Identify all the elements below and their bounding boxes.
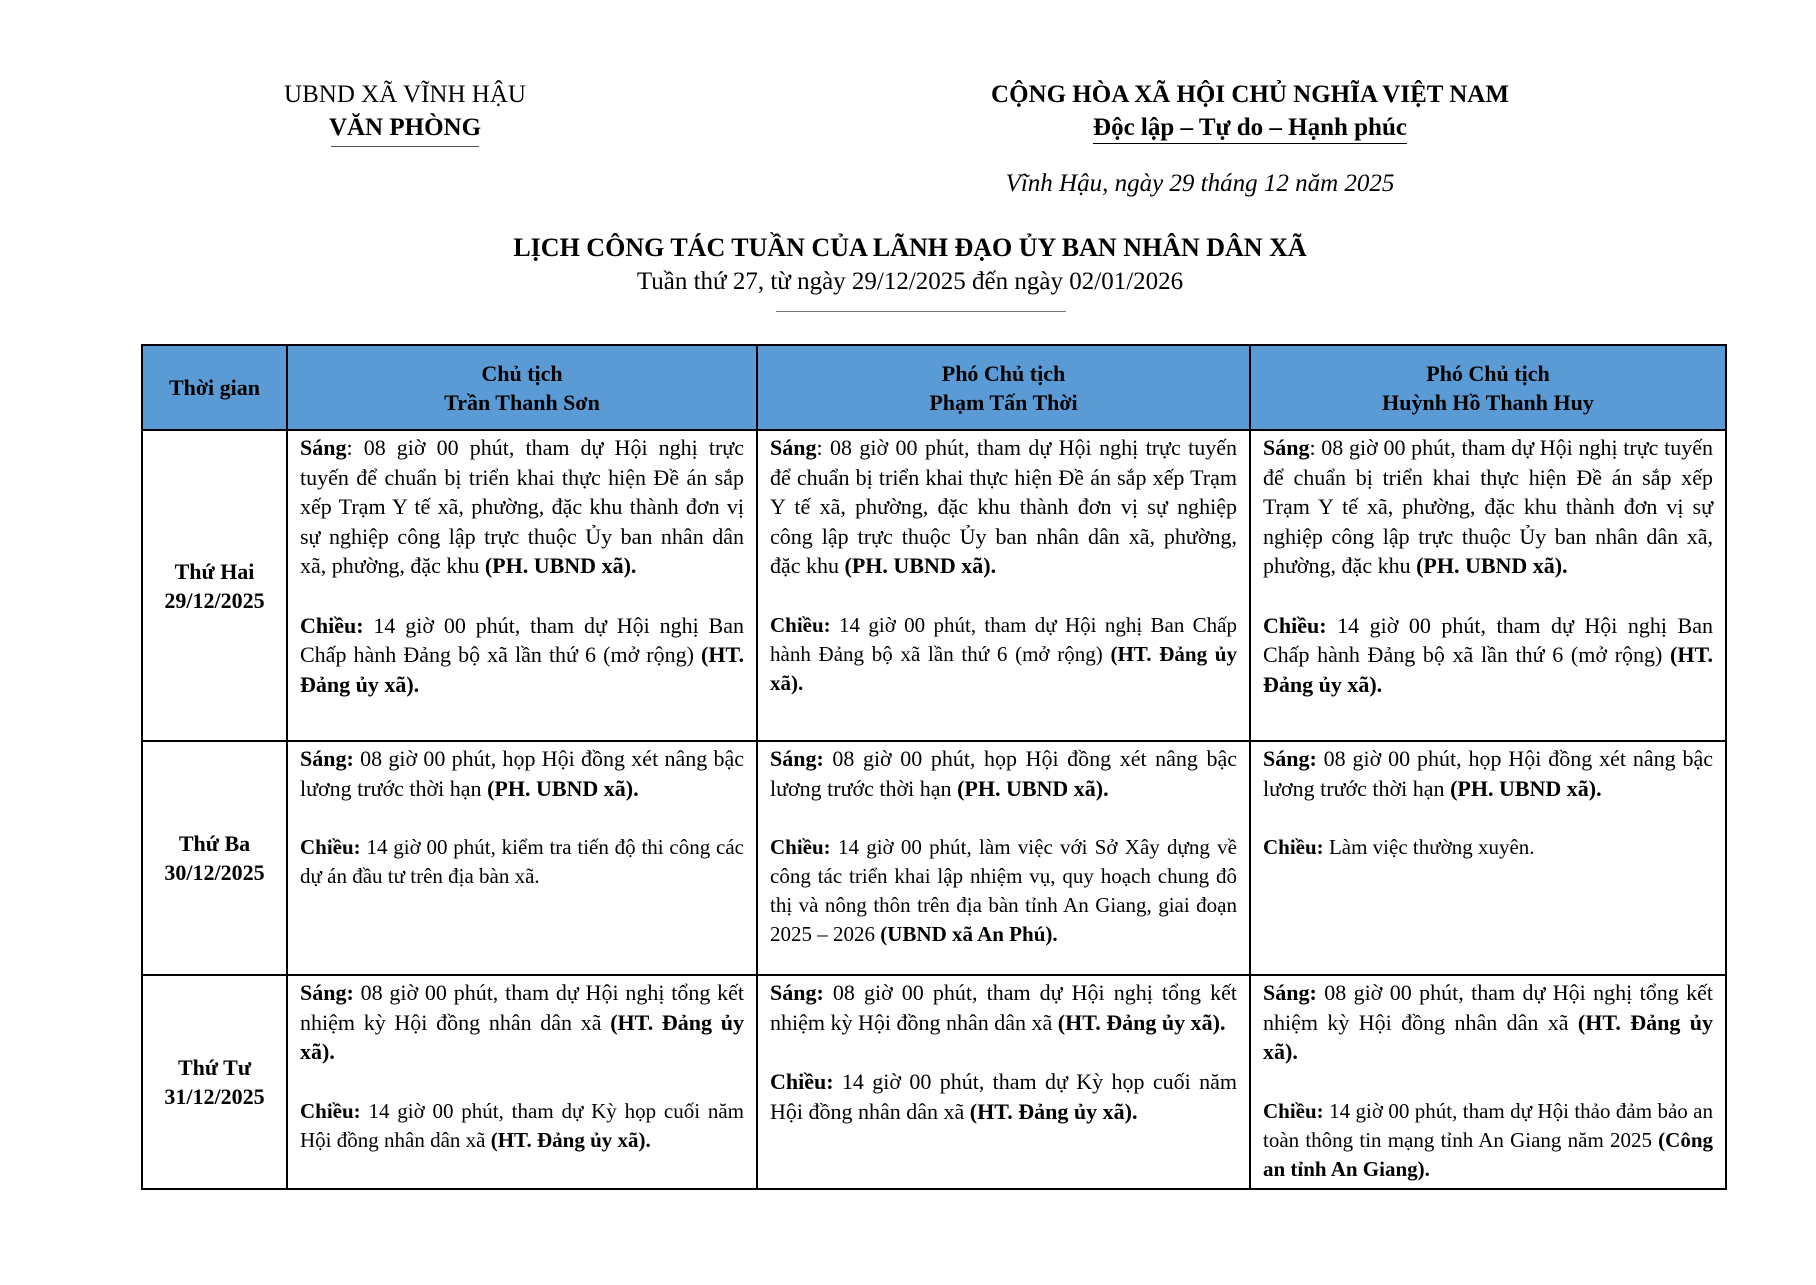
table-row [142,741,1726,975]
slot-text: 08 giờ 00 phút, tham dự Hội nghị trực tuyến để chuẩn bị triển khai thực hiện Đề án sắp xếp Trạm Y tế xã, phường, đặc khu thành đơn vị sự nghiệp công lập trực thuộc Ủy ban nhân dân xã, phường, đặc khu [1263,435,1713,578]
department-name: VĂN PHÒNG [328,114,482,141]
day-cell [142,741,287,975]
agency-name: UBND XÃ VĨNH HẬU [284,81,526,108]
day-date: 30/12/2025 [164,860,265,885]
slot-separator: : [1309,435,1322,460]
slot-text: 14 giờ 00 phút, tham dự Kỳ họp cuối năm Hội đồng nhân dân xã [300,1098,744,1152]
schedule-cell [287,430,757,741]
morning-slot [770,978,1237,1037]
slot-text: 14 giờ 00 phút, tham dự Hội nghị Ban Chấp hành Đảng bộ xã lần thứ 6 (mở rộng) [300,612,744,667]
slot-text: 08 giờ 00 phút, tham dự Hội nghị tổng kết nhiệm kỳ Hội đồng nhân dân xã [300,980,745,1035]
slot-organizer: (HT. Đảng ủy xã). [1057,1009,1226,1035]
slot-organizer: (PH. UBND xã). [1416,553,1568,578]
afternoon-label: Chiều: [1263,1098,1324,1123]
column-header-vice-chairman-1 [757,345,1250,430]
slot-text: 14 giờ 00 phút, kiểm tra tiến độ thi công các dự án đầu tư trên địa bàn xã. [300,835,744,888]
column-header-person: Trần Thanh Sơn [444,389,600,415]
schedule-table [141,344,1727,1190]
column-header-vice-chairman-2 [1250,345,1726,430]
afternoon-slot [1263,1097,1713,1184]
morning-slot [300,433,744,581]
issuing-agency-block [250,78,560,147]
slot-organizer: (HT. Đảng ủy xã). [969,1098,1138,1124]
afternoon-label: Chiều: [1263,612,1327,638]
slot-organizer: (HT. Đảng ủy xã). [490,1127,651,1152]
slot-organizer: (HT. Đảng ủy xã). [300,642,744,697]
morning-label: Sáng: [770,746,824,771]
column-header-time [142,345,287,430]
schedule-cell [757,975,1250,1189]
slot-text: 14 giờ 00 phút, tham dự Hội nghị Ban Chấp hành Đảng bộ xã lần thứ 6 (mở rộng) [1263,612,1713,667]
morning-label: Sáng: [1263,746,1317,771]
afternoon-label: Chiều: [300,612,364,638]
day-date: 29/12/2025 [164,587,265,613]
afternoon-label: Chiều: [770,835,831,859]
day-cell [142,430,287,741]
morning-slot [1263,433,1713,581]
slot-text: 14 giờ 00 phút, làm việc với Sở Xây dựng về công tác triển khai lập nhiệm vụ, quy hoạch chung đô thị và nông thôn trên địa bàn tỉnh An Giang, giai đoạn 2025 – 2026 [770,835,1237,946]
slot-organizer: (HT. Đảng ủy xã). [770,641,1237,695]
slot-separator: : [346,435,364,460]
column-header-label: Thời gian [168,375,261,400]
slot-separator [824,980,833,1005]
morning-label: Sáng: [300,980,354,1005]
slot-separator [354,980,361,1005]
slot-text: Làm việc thường xuyên. [1323,835,1535,859]
afternoon-slot [300,1097,744,1155]
day-name: Thứ Tư [177,1055,252,1080]
schedule-cell [757,430,1250,741]
table-row [142,430,1726,741]
schedule-cell [1250,741,1726,975]
day-date: 31/12/2025 [164,1084,265,1109]
column-header-person: Phạm Tấn Thời [929,389,1078,415]
afternoon-slot [770,611,1237,698]
schedule-cell [287,741,757,975]
schedule-cell [1250,975,1726,1189]
slot-organizer: (Công an tỉnh An Giang). [1263,1127,1713,1181]
column-header-role: Phó Chủ tịch [941,360,1066,386]
afternoon-label: Chiều: [770,1069,834,1094]
slot-organizer: (PH. UBND xã). [957,775,1109,801]
slot-organizer: (PH. UBND xã). [1450,775,1602,801]
slot-separator [1317,746,1324,771]
column-header-chairman [287,345,757,430]
afternoon-slot [1263,611,1713,700]
morning-slot [770,433,1237,581]
slot-organizer: (PH. UBND xã). [844,553,997,578]
slot-text: 08 giờ 00 phút, tham dự Hội nghị tổng kết nhiệm kỳ Hội đồng nhân dân xã [770,980,1238,1035]
morning-slot [1263,744,1713,803]
morning-label: Sáng: [1263,980,1317,1005]
document-title: LỊCH CÔNG TÁC TUẦN CỦA LÃNH ĐẠO ỦY BAN NHÂN DÂN XÃ [513,233,1307,262]
morning-slot [1263,978,1713,1067]
slot-text: 14 giờ 00 phút, tham dự Hội nghị Ban Chấp hành Đảng bộ xã lần thứ 6 (mở rộng) [770,612,1237,666]
subtitle-underline [776,311,1066,312]
afternoon-slot [770,833,1237,949]
slot-text: 08 giờ 00 phút, tham dự Hội nghị trực tuyến để chuẩn bị triển khai thực hiện Đề án sắp xếp Trạm Y tế xã, phường, đặc khu thành đơn vị sự nghiệp công lập trực thuộc Ủy ban nhân dân xã, phường, đặc khu [770,435,1237,578]
schedule-cell [1250,430,1726,741]
document-subtitle: Tuần thứ 27, từ ngày 29/12/2025 đến ngày 02/01/2026 [636,268,1184,295]
slot-organizer: (HT. Đảng ủy xã). [1263,1009,1713,1064]
table-header-row [142,345,1726,430]
agency-underline [331,146,479,147]
slot-organizer: (PH. UBND xã). [487,775,639,801]
schedule-cell [287,975,757,1189]
morning-label: Sáng: [300,746,354,771]
morning-slot [300,744,744,803]
morning-label: Sáng [1263,435,1310,460]
slot-organizer: (UBND xã An Phú). [880,922,1058,946]
national-motto: Độc lập – Tự do – Hạnh phúc [1093,112,1407,144]
afternoon-label: Chiều: [300,835,361,859]
morning-label: Sáng [300,435,347,460]
afternoon-slot [770,1067,1237,1126]
slot-organizer: (HT. Đảng ủy xã). [1263,642,1713,697]
slot-text: 08 giờ 00 phút, họp Hội đồng xét nâng bậc lương trước thời hạn [770,746,1238,801]
slot-text: 14 giờ 00 phút, tham dự Kỳ họp cuối năm Hội đồng nhân dân xã [770,1069,1237,1124]
morning-label: Sáng: [770,980,824,1005]
day-cell [142,975,287,1189]
slot-organizer: (PH. UBND xã). [484,553,637,578]
slot-text: 08 giờ 00 phút, họp Hội đồng xét nâng bậc lương trước thời hạn [1263,746,1714,801]
country-name: CỘNG HÒA XÃ HỘI CHỦ NGHĨA VIỆT NAM [991,81,1509,108]
schedule-cell [757,741,1250,975]
document-date: Vĩnh Hậu, ngày 29 tháng 12 năm 2025 [1005,170,1395,197]
slot-text: 14 giờ 00 phút, tham dự Hội thảo đảm bảo an toàn thông tin mạng tỉnh An Giang năm 2025 [1263,1098,1713,1152]
slot-separator: : [816,435,830,460]
afternoon-label: Chiều: [770,612,831,637]
afternoon-slot [300,611,744,700]
afternoon-slot [300,833,744,891]
column-header-role: Chủ tịch [481,360,563,386]
day-name: Thứ Hai [174,558,255,584]
slot-text: 08 giờ 00 phút, tham dự Hội nghị tổng kết nhiệm kỳ Hội đồng nhân dân xã [1263,980,1714,1035]
morning-slot [300,978,744,1067]
morning-slot [770,744,1237,803]
slot-organizer: (HT. Đảng ủy xã). [300,1009,744,1064]
column-header-person: Huỳnh Hồ Thanh Huy [1382,389,1594,415]
table-row [142,975,1726,1189]
morning-label: Sáng [770,435,817,460]
national-motto-block [870,78,1630,144]
column-header-role: Phó Chủ tịch [1426,360,1550,386]
slot-text: 08 giờ 00 phút, tham dự Hội nghị trực tuyến để chuẩn bị triển khai thực hiện Đề án sắp xếp Trạm Y tế xã, phường, đặc khu thành đơn vị sự nghiệp công lập trực thuộc Ủy ban nhân dân xã, phường, đặc khu [300,435,744,578]
afternoon-label: Chiều: [300,1098,361,1123]
afternoon-slot [1263,833,1713,862]
day-name: Thứ Ba [178,831,251,856]
afternoon-label: Chiều: [1263,835,1324,859]
slot-text: 08 giờ 00 phút, họp Hội đồng xét nâng bậc lương trước thời hạn [300,746,745,801]
